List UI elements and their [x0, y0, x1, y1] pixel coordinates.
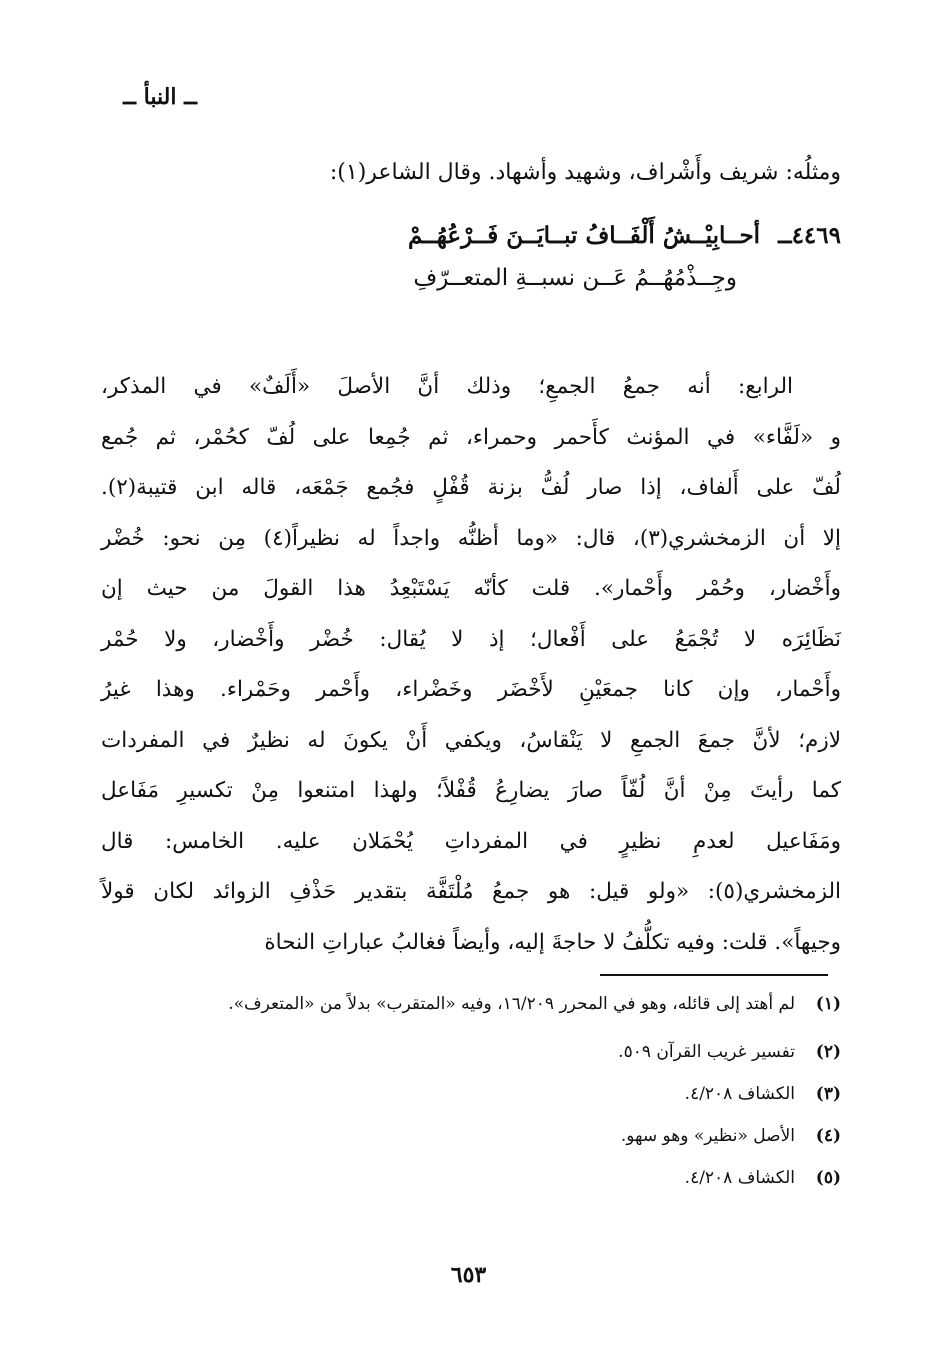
verse-number: ٤٤٦٩ــ [778, 222, 841, 249]
body-line: لازم؛ لأنَّ جمعَ الجمعِ لا يَنْقاسُ، ويكفي أَنْ يكونَ له نظيرٌ في المفردات [101, 727, 841, 753]
verse-line-2 [413, 265, 737, 291]
footnote-mark: (٤) [815, 1126, 841, 1146]
verse-second-hemistich: وجِــذْمُهُــمُ عَــن نسبــةِ المتعــرّفِ [413, 265, 737, 291]
verse-line-1 [408, 222, 841, 249]
verse-first-hemistich: أحــابِيْــشُ أَلْفَــافُ تبــايَــنَ فَــرْعُهُــمْ [407, 222, 761, 249]
footnotes [96, 988, 841, 1204]
footnote-text: الأصل «نظير» وهو سهو. [620, 1126, 795, 1146]
body-line: الرابع: أنه جمعُ الجمعِ؛ وذلك أنَّ الأصلَ «أَلَفٌ» في المذكر، [101, 374, 793, 399]
footnote-item [96, 988, 841, 1020]
footnote-text: تفسير غريب القرآن ٥٠٩. [618, 1042, 795, 1062]
footnote-mark: (١) [815, 994, 841, 1014]
body-line: نَظَائِرَه لا تُجْمَعُ على أَفْعال؛ إذ لا يُقال: خُضْر وأَخْضار، ولا حُمْر [101, 626, 841, 652]
body-line: وجيهاً». قلت: وفيه تكلُّفُ لا حاجةَ إليه، وأيضاً فغالبُ عباراتِ النحاة [264, 929, 841, 955]
footnote-item [96, 1036, 841, 1068]
body-line: كما رأيتَ مِنْ أنَّ لُفّاً صارَ يضارِعُ قُفْلاً؛ ولهذا امتنعوا مِنْ تكسيرِ مَفَاعل [101, 778, 841, 803]
footnote-mark: (٣) [815, 1084, 841, 1104]
running-header: ــ النبأ ــ [123, 84, 197, 110]
footnote-mark: (٢) [815, 1042, 841, 1062]
footnote-item [96, 1078, 841, 1110]
footnote-text: الكشاف ٤/٢٠٨. [684, 1168, 795, 1188]
main-body-text [101, 362, 841, 968]
body-line: إلا أن الزمخشري(٣)، قال: «وما أظنُّه واجداً له نظيراً(٤) مِن نحو: خُضْر [101, 525, 841, 551]
intro-line: ومثلُه: شريف وأَشْراف، وشهيد وأشهاد. وقال الشاعر(١): [329, 160, 841, 185]
body-line: الزمخشري(٥): «ولو قيل: هو جمعُ مُلْتَفَّة بتقدير حَذْفِ الزوائد لكان قولاً [101, 879, 841, 904]
body-line: لُفّ على أَلفاف، إذا صار لُفُّ بزنة قُفْلٍ فجُمع جَمْعَه، قاله ابن قتيبة(٢). [101, 475, 841, 500]
body-line: وأَحْمار، وإن كانا جمعَيْنِ لأَخْضَر وخَضْراء، وأَحْمر وحَمْراء. وهذا غيرُ [101, 677, 841, 702]
footnote-text: لم أهتد إلى قائله، وهو في المحرر ١٦/٢٠٩، وفيه «المتقرب» بدلاً من «المتعرف». [228, 994, 795, 1014]
footnote-mark: (٥) [815, 1168, 841, 1188]
page-number: ٦٥٣ [450, 1262, 487, 1288]
footnote-text: الكشاف ٤/٢٠٨. [684, 1084, 795, 1104]
footnote-item [96, 1162, 841, 1194]
body-line: وأَخْضار، وحُمْر وأَحْمار». قلت كأنّه يَسْتَبْعِدُ هذا القولَ من حيث إن [101, 576, 841, 601]
body-line: و «لَفَّاء» في المؤنث كأَحمر وحمراء، ثم جُمِعا على لُفّ كحُمْر، ثم جُمع [101, 424, 841, 450]
footnote-separator [600, 974, 828, 976]
footnote-item [96, 1120, 841, 1152]
body-line: ومَفَاعيل لعدمِ نظيرٍ في المفرداتِ يُحْمَلان عليه. الخامس: قال [101, 828, 841, 854]
